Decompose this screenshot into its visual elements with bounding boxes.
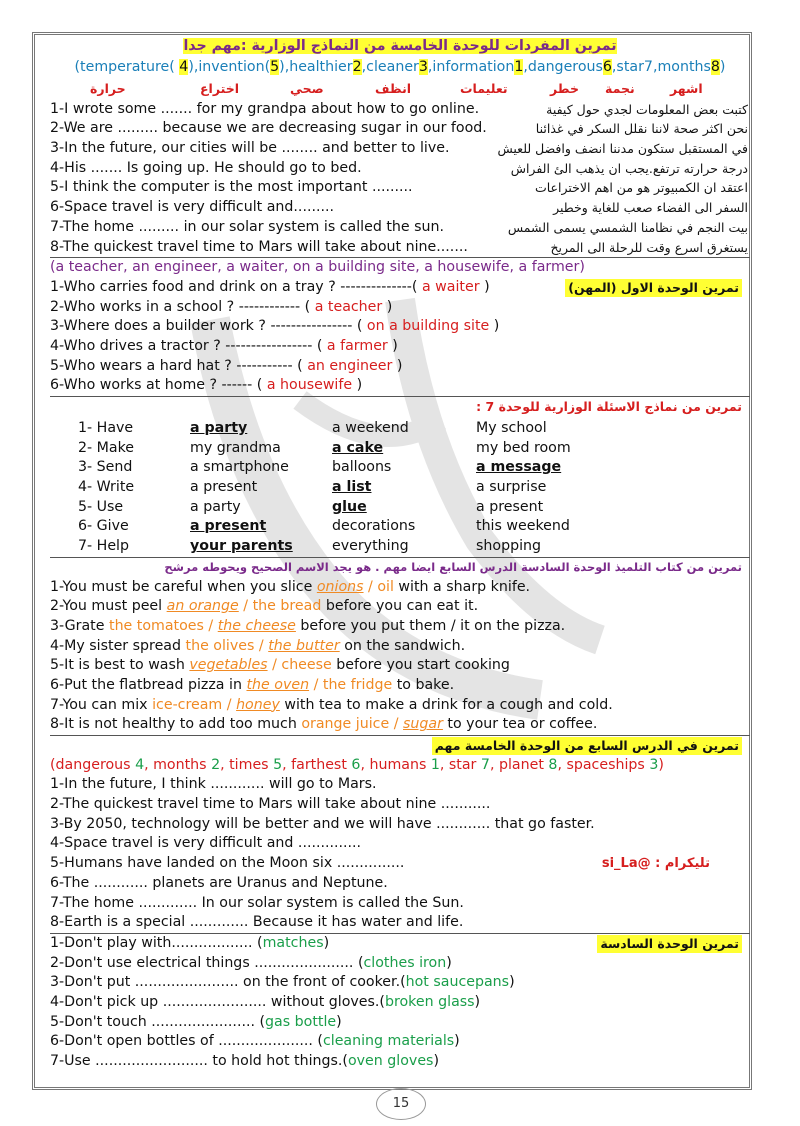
food-option-sep: / [222, 696, 237, 713]
page-number: 15 [376, 1088, 426, 1120]
space-words-row [50, 756, 750, 776]
collocation-option: a surprise [476, 479, 547, 496]
jobs-answer: a waiter [417, 278, 485, 295]
space-word: , star [439, 756, 481, 773]
space-sentence: 2-The quickest travel time to Mars will take about nine ........... [50, 796, 491, 813]
food-option-sep: / [389, 716, 403, 733]
arabic-meaning: نجمة [605, 80, 635, 96]
space-word-number: 8 [548, 756, 558, 773]
safety-answer: gas bottle [265, 1013, 337, 1030]
collocation-option: shopping [476, 538, 542, 555]
food-sentence-row [50, 696, 750, 716]
sentence-ar: في المستقبل ستكون مدننا انضف وافضل للعيش [497, 141, 748, 157]
food-sentence-end: before you put them / it on the pizza. [295, 617, 566, 634]
safety-paren: ) [433, 1053, 439, 1069]
space-sentence: 1-In the future, I think ............ will go to Mars. [50, 776, 377, 793]
food-section-tag: تمرين من كتاب التلميذ الوحدة السادسة الدرس السابع ايضا مهم . هو يجد الاسم الصحيح ويحوطه مرشح [164, 559, 742, 574]
vocab-sentence-row [50, 178, 750, 198]
collocation-option: a smartphone [190, 459, 289, 476]
jobs-answer: on a building site [362, 318, 494, 335]
food-option-2: sugar [403, 716, 443, 733]
jobs-question-row [50, 357, 750, 377]
vocab-sentence-row [50, 238, 750, 258]
collocation-row [50, 537, 750, 557]
space-word-number: 6 [351, 756, 361, 773]
collocation-option: a present [190, 479, 258, 496]
food-sentence-start: 5-It is best to wash [50, 657, 190, 674]
space-sentence: 3-By 2050, technology will be better and we will have ............ that go faster. [50, 815, 595, 832]
safety-paren: ) [509, 974, 515, 991]
jobs-options: (a teacher, an engineer, a waiter, on a building site, a housewife, a farmer) [50, 259, 585, 276]
food-sentence-start: 6-Put the flatbread pizza in [50, 676, 247, 693]
sentence-en: 8-The quickest travel time to Mars will take about nine....... [50, 238, 468, 255]
space-sentence-row [50, 815, 750, 835]
collocation-row [50, 498, 750, 518]
food-option-1: the oven [246, 676, 310, 693]
safety-question: 5-Don't touch ....................... ( [50, 1013, 266, 1030]
collocation-verb: 3- Send [78, 459, 133, 476]
food-option-2: honey [236, 696, 280, 713]
food-header-row [50, 557, 750, 578]
food-sentence-end: on the sandwich. [339, 637, 466, 654]
food-option-2: the bread [252, 598, 322, 615]
vocab-word: ),invention( [188, 59, 271, 75]
food-option-1: onions [316, 578, 364, 595]
collocation-option: my bed room [476, 439, 571, 456]
food-option-2: the fridge [322, 676, 393, 693]
vocab-sentence-row [50, 119, 750, 139]
collocation-verb: 2- Make [78, 439, 135, 456]
collocation-section-tag: تمرين من نماذج الاسئلة الوزارية للوحدة 7 : [476, 399, 742, 414]
arabic-meaning: خطر [550, 80, 579, 96]
collocation-option: glue [332, 498, 367, 515]
space-sentence: 8-Earth is a special ............. Because it has water and life. [50, 914, 464, 931]
space-word: , times [220, 756, 274, 773]
space-sentence-row [50, 834, 750, 854]
safety-question: 2-Don't use electrical things ...................... ( [50, 954, 364, 971]
sentence-en: 1-I wrote some ....... for my grandpa about how to go online. [50, 100, 480, 117]
sentence-ar: بيت النجم في نظامنا الشمسي يسمى الشمس [507, 219, 748, 235]
vocab-sentence-row [50, 139, 750, 159]
food-sentence-row [50, 617, 750, 637]
sentence-ar: كتبت بعض المعلومات لجدي حول كيفية [546, 101, 748, 117]
safety-paren: ) [323, 934, 330, 951]
jobs-answer: a teacher [310, 298, 387, 315]
food-sentence-start: 3-Grate [50, 617, 109, 634]
food-option-2: the butter [268, 637, 340, 654]
safety-row [50, 973, 750, 993]
jobs-paren: ) [392, 337, 398, 354]
safety-paren: ) [446, 954, 452, 971]
food-option-1: the tomatoes [109, 617, 204, 634]
jobs-paren: ) [493, 318, 500, 335]
vocab-number: 2 [352, 59, 362, 75]
safety-row [50, 1052, 750, 1072]
vocab-sentence-row [50, 198, 750, 218]
collocation-option: a weekend [332, 420, 409, 436]
safety-answer: clothes iron [363, 954, 447, 971]
jobs-question: 1-Who carries food and drink on a tray ? --------------( [50, 278, 418, 295]
jobs-question: 2-Who works in a school ? ------------ ( [50, 298, 311, 315]
food-option-sep: / [203, 617, 218, 634]
sentence-en: 6-Space travel is very difficult and......... [50, 199, 335, 216]
safety-question: 3-Don't put ....................... on the front of cooker.( [50, 974, 406, 991]
arabic-meaning: تعليمات [460, 80, 508, 96]
space-word: , humans [360, 756, 431, 773]
safety-answer: broken glass [384, 993, 475, 1010]
space-sentence-row [50, 913, 750, 933]
food-sentence-end: to bake. [392, 676, 455, 693]
jobs-answer: an engineer [302, 357, 397, 374]
page-title: تمرين المفردات للوحدة الخامسة من النماذج الوزارية :مهم جدا [183, 38, 617, 54]
vocab-word: ,information [427, 59, 515, 75]
safety-row [50, 1032, 750, 1052]
food-option-1: orange juice [301, 716, 390, 733]
food-sentence-start: 1-You must be careful when you slice [50, 578, 317, 595]
safety-row [50, 1013, 750, 1033]
space-word-number: 2 [211, 756, 221, 773]
arabic-meaning: اختراع [200, 80, 239, 96]
sentence-en: 4-His ....... Is going up. He should go to bed. [50, 159, 362, 176]
space-word: , planet [489, 756, 549, 773]
telegram-handle: تليكرام : @si_La [601, 856, 710, 872]
space-header-row [50, 735, 750, 756]
space-words-end: ) [658, 756, 664, 773]
collocation-option: a cake [332, 439, 384, 456]
vocab-word: ,dangerous [523, 59, 603, 75]
space-word: (dangerous [50, 756, 136, 773]
space-sentence-row [50, 795, 750, 815]
vocab-number: 4 [179, 59, 189, 75]
jobs-question: 5-Who wears a hard hat ? ----------- ( [50, 357, 303, 374]
food-option-1: vegetables [189, 657, 268, 674]
jobs-section-tag: تمرين الوحدة الاول (المهن) [565, 279, 742, 297]
food-sentence-end: before you can eat it. [321, 598, 479, 615]
food-option-2: oil [377, 578, 394, 595]
collocation-verb: 1- Have [78, 420, 134, 436]
food-option-2: the cheese [217, 617, 296, 634]
vocab-sentence-row [50, 218, 750, 238]
sentence-ar: يستغرق اسرع وقت للرحلة الى المريخ [550, 239, 748, 255]
space-sentence-row [50, 854, 750, 874]
collocation-option: everything [332, 538, 409, 555]
space-sentence-row [50, 874, 750, 894]
sentence-ar: نحن اكثر صحة لاننا نقلل السكر في غذائنا [535, 121, 748, 137]
food-option-2: cheese [281, 657, 332, 674]
safety-answer: oven gloves [347, 1053, 434, 1069]
jobs-question-row [50, 317, 750, 337]
vocab-word: (temperature( [74, 59, 180, 75]
safety-question: 7-Use ......................... to hold hot things.( [50, 1053, 348, 1069]
food-sentence-row [50, 676, 750, 696]
page-title-row [50, 34, 750, 58]
food-sentence-row [50, 637, 750, 657]
sentence-ar: درجة حرارته ترتفع.يجب ان يذهب الئ الفراش [510, 160, 748, 176]
jobs-paren: ) [356, 377, 363, 394]
food-sentence-start: 8-It is not healthy to add too much [50, 716, 302, 733]
food-sentence-end: with a sharp knife. [393, 578, 531, 595]
collocation-option: this weekend [476, 518, 570, 535]
safety-answer: hot saucepans [405, 974, 510, 991]
sentence-en: 5-I think the computer is the most important ......... [50, 179, 413, 196]
vocab-word: ,star7,months [611, 59, 711, 75]
jobs-paren: ) [386, 298, 393, 315]
jobs-question-row [50, 278, 750, 298]
collocation-row [50, 478, 750, 498]
sentence-ar: السفر الى الفضاء صعب للغاية وخطير [553, 200, 748, 216]
collocation-option: your parents [190, 538, 293, 555]
vocab-number: 5 [270, 59, 280, 75]
arabic-meanings-row [50, 78, 750, 100]
space-sentence: 7-The home ............. In our solar system is called the Sun. [50, 894, 464, 911]
collocation-option: My school [476, 420, 547, 436]
collocation-option: a party [190, 498, 241, 515]
arabic-meaning: صحي [290, 80, 324, 96]
food-sentence-row [50, 656, 750, 676]
worksheet-content [50, 34, 750, 1088]
jobs-question-row [50, 298, 750, 318]
sentence-en: 2-We are ......... because we are decreasing sugar in our food. [50, 120, 487, 137]
space-word-number: 4 [135, 756, 145, 773]
safety-question: 1-Don't play with.................. ( [50, 934, 263, 951]
collocation-option: a present [476, 498, 544, 515]
safety-paren: ) [336, 1013, 342, 1030]
jobs-answer: a farmer [322, 337, 393, 354]
safety-paren: ) [474, 993, 481, 1010]
collocation-row [50, 458, 750, 478]
safety-paren: ) [454, 1033, 460, 1050]
collocation-header-row [50, 396, 750, 419]
vocab-number: 6 [602, 59, 612, 75]
jobs-paren: ) [396, 357, 403, 374]
space-sentence: 4-Space travel is very difficult and .............. [50, 835, 362, 852]
sentence-en: 3-In the future, our cities will be ........ and better to live. [50, 140, 450, 157]
collocation-verb: 4- Write [78, 479, 135, 496]
safety-section-tag: تمرين الوحدة السادسة [597, 935, 742, 953]
collocation-verb: 5- Use [78, 498, 124, 515]
jobs-question: 3-Where does a builder work ? ---------------- ( [50, 318, 363, 335]
space-sentence-row [50, 775, 750, 795]
collocation-verb: 7- Help [78, 538, 130, 555]
vocab-sentence-row [50, 159, 750, 179]
collocation-row [50, 439, 750, 459]
space-sentence: 5-Humans have landed on the Moon six ............... [50, 855, 405, 872]
jobs-question-row [50, 337, 750, 357]
safety-question: 4-Don't pick up ....................... without gloves.( [50, 993, 385, 1010]
food-option-1: the olives [185, 637, 255, 654]
safety-answer: cleaning materials [322, 1033, 455, 1050]
vocab-number: 8 [710, 59, 720, 75]
space-word: , spaceships [557, 756, 650, 773]
food-option-1: an orange [166, 598, 239, 615]
food-sentence-end: before you start cooking [331, 657, 510, 674]
jobs-question-row [50, 376, 750, 396]
jobs-question: 4-Who drives a tractor ? ----------------- ( [50, 337, 323, 354]
space-section-tag: تمرين في الدرس السابع من الوحدة الخامسة مهم [432, 737, 742, 755]
arabic-meaning: انظف [375, 80, 412, 96]
vocab-number: 1 [514, 59, 524, 75]
sentence-ar: اعتقد ان الكمبيوتر هو من اهم الاختراعات [534, 180, 748, 196]
vocab-word: ) [719, 59, 726, 75]
food-sentence-row [50, 578, 750, 598]
sentence-en: 7-The home ......... in our solar system is called the sun. [50, 218, 445, 235]
food-sentence-start: 2-You must peel [50, 598, 167, 615]
safety-row [50, 993, 750, 1013]
safety-question: 6-Don't open bottles of ..................... ( [50, 1033, 323, 1050]
food-option-sep: / [309, 676, 323, 693]
food-option-sep: / [363, 578, 378, 595]
food-sentence-end: to your tea or coffee. [442, 716, 598, 733]
collocation-option: balloons [332, 459, 392, 476]
vocab-number: 3 [418, 59, 428, 75]
space-word-number: 7 [480, 756, 490, 773]
safety-row [50, 954, 750, 974]
space-word-number: 1 [430, 756, 440, 773]
food-sentence-start: 4-My sister spread [50, 637, 186, 654]
jobs-options-row [50, 257, 750, 278]
collocation-option: my grandma [190, 439, 281, 456]
jobs-question: 6-Who works at home ? ------ ( [50, 377, 263, 394]
vocab-line [50, 58, 750, 78]
space-word: , farthest [282, 756, 352, 773]
collocation-option: a list [332, 479, 372, 496]
space-word-number: 5 [273, 756, 283, 773]
vocab-word: ),healthier [279, 59, 353, 75]
safety-answer: matches [262, 934, 324, 951]
safety-row [50, 933, 750, 954]
food-option-sep: / [267, 657, 282, 674]
space-sentence-row [50, 894, 750, 914]
food-sentence-end: with tea to make a drink for a cough and cold. [279, 696, 613, 713]
arabic-meaning: حرارة [90, 80, 126, 96]
food-option-sep: / [238, 598, 253, 615]
collocation-row [50, 517, 750, 537]
collocation-verb: 6- Give [78, 518, 129, 535]
vocab-word: ,cleaner [361, 59, 419, 75]
space-word: , months [144, 756, 212, 773]
vocab-sentence-row [50, 100, 750, 120]
space-sentence: 6-The ............ planets are Uranus and Neptune. [50, 874, 388, 891]
food-sentence-row [50, 715, 750, 735]
collocation-option: a present [190, 518, 267, 535]
jobs-answer: a housewife [262, 377, 357, 394]
food-option-sep: / [254, 637, 269, 654]
collocation-option: a message [476, 459, 562, 476]
food-sentence-row [50, 597, 750, 617]
collocation-option: a party [190, 420, 248, 436]
collocation-option: decorations [332, 518, 416, 535]
arabic-meaning: اشهر [670, 80, 703, 96]
food-sentence-start: 7-You can mix [50, 696, 153, 713]
collocation-row [50, 419, 750, 439]
jobs-paren: ) [484, 278, 490, 295]
space-word-number: 3 [649, 756, 659, 773]
food-option-1: ice-cream [152, 696, 223, 713]
